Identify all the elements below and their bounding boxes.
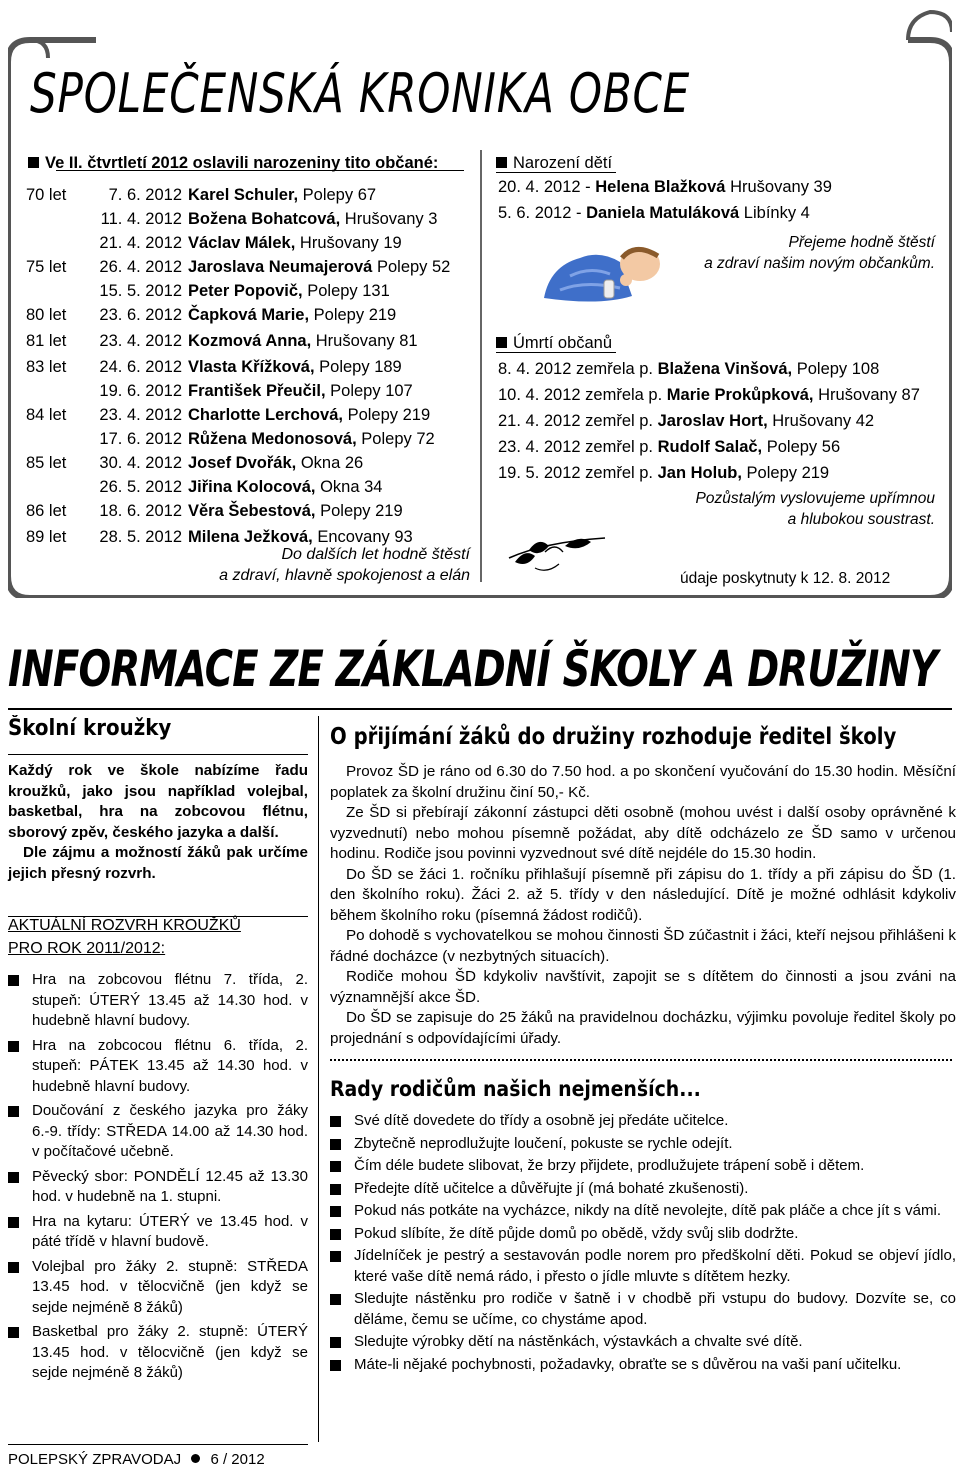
death-date: 19. 5. 2012 zemřel p.: [498, 464, 658, 482]
druzina-paragraph: Provoz ŠD je ráno od 6.30 do 7.50 hod. a po skončení vyučování do 15.30 hodin. Měsíční poplatek za školní družinu činí 50,- Kč.: [330, 763, 956, 801]
birthday-name: Jaroslava Neumajerová: [188, 258, 373, 276]
birthday-date: 26. 5. 2012: [99, 478, 182, 496]
birthday-person: [188, 382, 413, 401]
footer-publication: POLEPSKÝ ZPRAVODAJ: [8, 1451, 182, 1468]
advice-item: Máte-li nějaké pochybnosti, požadavky, obraťte se s důvěrou na vaši paní učitelku.: [330, 1355, 956, 1376]
footer: [8, 1451, 265, 1468]
advice-item: Své dítě dovedete do třídy a osobně jej předáte učitelce.: [330, 1111, 956, 1132]
birthday-date: 7. 6. 2012: [108, 186, 182, 204]
schedule-item: Hra na zobcocou flétnu 6. třída, 2. stupeň: PÁTEK 13.45 až 14.30 hod. v hudebně hlavní budovy.: [8, 1036, 308, 1098]
birthday-person: [188, 454, 363, 473]
birth-name: Daniela Matuláková: [586, 204, 740, 222]
schedule-list: [8, 970, 308, 1384]
birthday-name: Kozmová Anna,: [188, 332, 312, 350]
birthday-name: Růžena Medonosová,: [188, 430, 357, 448]
death-row: [498, 412, 874, 431]
birthday-address: Encovany 93: [317, 528, 413, 546]
birthday-name: Čapková Marie,: [188, 306, 310, 324]
birthday-date: 21. 4. 2012: [99, 234, 182, 252]
birth-row: [498, 178, 832, 197]
druzina-paragraph: Rodiče mohou ŠD kdykoliv navštívit, zapojit se s dítětem do činnosti a jsou zváni na významnější akce ŠD.: [330, 968, 956, 1006]
birthday-name: Peter Popovič,: [188, 282, 303, 300]
advice-item: Pokud slíbíte, že dítě půjde domů po obědě, vždy svůj slib dodržte.: [330, 1224, 956, 1245]
birth-address: Libínky 4: [743, 204, 810, 222]
death-date: 8. 4. 2012 zemřela p.: [498, 360, 658, 378]
birthday-date: 23. 4. 2012: [99, 332, 182, 350]
birth-row: [498, 204, 810, 223]
birthdays-heading-text: Ve II. čtvrtletí 2012 oslavili narozeniny tito občané:: [45, 154, 439, 172]
birthday-name: František Přeučil,: [188, 382, 326, 400]
death-name: Blažena Vinšová,: [657, 360, 793, 378]
druzina-paragraph: Po dohodě s vychovatelkou se mohou činnosti ŠD zúčastnit i žáci, kteří nejsou přihlášeni k řádné docházce (v nezbytných situacích).: [330, 927, 956, 965]
chronicle-title: SPOLEČENSKÁ KRONIKA OBCE: [30, 62, 691, 125]
divider: [496, 172, 616, 173]
birth-name: Helena Blažková: [595, 178, 726, 196]
birthday-address: Polepy 67: [302, 186, 377, 204]
birthday-age: 70 let: [26, 186, 67, 204]
divider: [56, 170, 464, 171]
advice-item: Sledujte nástěnku pro rodiče v šatně i v chodbě při vstupu do budovy. Dozvíte se, co děláme, čemu se učíme, co chystáme apod.: [330, 1289, 956, 1330]
birthday-wish: [190, 544, 470, 586]
death-row: [498, 386, 920, 405]
birthday-age: 81 let: [26, 332, 67, 350]
birthday-age: 83 let: [26, 358, 67, 376]
death-date: 10. 4. 2012 zemřela p.: [498, 386, 667, 404]
schedule-heading: [8, 914, 308, 960]
clubs-intro-2: Dle zájmu a možností žáků pak určíme jejich přesný rozvrh.: [8, 844, 308, 882]
birthday-age: 84 let: [26, 406, 67, 424]
births-wish-line-1: Přejeme hodně štěstí: [788, 234, 935, 251]
birth-address: Hrušovany 39: [730, 178, 832, 196]
advice-item: Předejte dítě učitelce a důvěřujte jí (má bohaté zkušenosti).: [330, 1179, 956, 1200]
death-address: Hrušovany 87: [818, 386, 920, 404]
death-row: [498, 438, 840, 457]
divider: [8, 708, 952, 710]
birthday-address: Polepy 219: [347, 406, 431, 424]
deaths-heading: [496, 332, 612, 354]
birthday-date: 19. 6. 2012: [99, 382, 182, 400]
birthday-date: 30. 4. 2012: [99, 454, 182, 472]
druzina-text: [330, 762, 956, 1049]
school-section-title: INFORMACE ZE ZÁKLADNÍ ŠKOLY A DRUŽINY: [8, 640, 938, 698]
dotted-divider: [330, 1059, 952, 1061]
bullet-square-icon: [28, 157, 39, 168]
death-name: Rudolf Salač,: [657, 438, 763, 456]
divider: [8, 916, 308, 917]
birthday-address: Polepy 189: [319, 358, 402, 376]
birthday-age: 75 let: [26, 258, 67, 276]
birthday-address: Polepy 72: [361, 430, 435, 448]
birthday-name: Josef Dvořák,: [188, 454, 297, 472]
births-heading-text: Narození dětí: [513, 154, 613, 172]
death-address: Polepy 56: [766, 438, 841, 456]
birthday-age: 85 let: [26, 454, 67, 472]
clubs-intro-1: Každý rok ve škole nabízíme řadu kroužků, jako jsou například volejbal, basketbal, hra na zobcovou flétnu, sborový zpěv, českého jazyka a další.: [8, 762, 308, 841]
birthday-date: 11. 4. 2012: [100, 210, 182, 228]
birthday-age: 86 let: [26, 502, 67, 520]
birthday-name: Milena Ježková,: [188, 528, 313, 546]
birthday-name: Karel Schuler,: [188, 186, 299, 204]
birthday-name: Božena Bohatcová,: [188, 210, 341, 228]
birthday-person: [188, 282, 390, 301]
death-name: Jan Holub,: [657, 464, 742, 482]
birthday-address: Polepy 219: [320, 502, 403, 520]
baby-illustration: [540, 236, 680, 306]
birthday-address: Okna 34: [320, 478, 383, 496]
birthday-date: 18. 6. 2012: [99, 502, 182, 520]
birthday-person: [188, 234, 402, 253]
births-heading: [496, 152, 612, 174]
death-row: [498, 360, 879, 379]
condolence-line-2: a hlubokou soustrast.: [787, 511, 935, 528]
advice-item: Pokud nás potkáte na vycházce, nikdy na dítě nevolejte, dítě pak pláče a chce jít s vámi.: [330, 1201, 956, 1222]
birthday-address: Hrušovany 3: [344, 210, 438, 228]
divider: [496, 352, 616, 353]
death-name: Marie Prokůpková,: [666, 386, 814, 404]
data-note: údaje poskytnuty k 12. 8. 2012: [680, 570, 891, 587]
druzina-heading: O přijímání žáků do družiny rozhoduje ředitel školy: [330, 724, 897, 750]
birthday-name: Charlotte Lerchová,: [188, 406, 343, 424]
birthday-address: Hrušovany 19: [299, 234, 402, 252]
birthday-person: [188, 406, 430, 425]
birthday-person: [188, 358, 402, 377]
footer-page-number: 6 / 2012: [210, 1451, 265, 1468]
schedule-item: Hra na kytaru: ÚTERÝ ve 13.45 hod. v páté třídě v hlavní budově.: [8, 1212, 308, 1253]
death-address: Hrušovany 42: [772, 412, 875, 430]
birthday-address: Polepy 131: [307, 282, 390, 300]
births-wish-line-2: a zdraví našim novým občankům.: [704, 255, 935, 272]
advice-item: Čím déle budete slibovat, že brzy přijdete, prodlužujete trápení sobě i dětem.: [330, 1156, 956, 1177]
bullet-square-icon: [496, 337, 507, 348]
schedule-item: Doučování z českého jazyka pro žáky 6.-9. třídy: STŘEDA 14.00 až 14.30 hod. v počítačové učebně.: [8, 1101, 308, 1163]
birthday-address: Hrušovany 81: [315, 332, 418, 350]
schedule-item: Hra na zobcovou flétnu 7. třída, 2. stupeň: ÚTERÝ 13.45 až 14.30 hod. v hudebně hlavní budovy.: [8, 970, 308, 1032]
death-address: Polepy 108: [796, 360, 880, 378]
birthday-age: 80 let: [26, 306, 67, 324]
birthday-person: [188, 332, 418, 351]
druzina-paragraph: Ze ŠD si přebírají zákonní zástupci děti osobně (mohou uvést i další osoby oprávněné k vyzvednutí) nebo mohou písemně požádat, aby dítě odcházelo ze ŠD samo v určenou hodinu. Rodiče jsou povinni vyzvednout své dítě nejdéle do 15.30 hodin.: [330, 804, 956, 862]
birthday-address: Polepy 107: [330, 382, 413, 400]
birthday-person: [188, 306, 396, 325]
birthday-date: 23. 4. 2012: [99, 406, 182, 424]
birthday-person: [188, 186, 376, 205]
birthday-address: Polepy 219: [313, 306, 397, 324]
birthday-person: [188, 478, 382, 497]
advice-item: Jídelníček je pestrý a sestavován podle norem pro předškolní děti. Pokud se objeví jídlo, které vaše dítě nemá rádo, i přesto o jídle mluvte s dítětem hezky.: [330, 1246, 956, 1287]
birthday-name: Václav Málek,: [188, 234, 296, 252]
advice-item: Sledujte výrobky dětí na nástěnkách, výstavkách a chvalte své dítě.: [330, 1332, 956, 1353]
birthday-wish-line-2: a zdraví, hlavně spokojenost a elán: [219, 567, 470, 584]
birth-date: 20. 4. 2012 -: [498, 178, 596, 196]
schedule-item: Pěvecký sbor: PONDĚLÍ 12.45 až 13.30 hod. v hudebně na 1. stupni.: [8, 1167, 308, 1208]
birthday-name: Jiřina Kolocová,: [188, 478, 316, 496]
birthday-name: Vlasta Křížková,: [188, 358, 315, 376]
birth-date: 5. 6. 2012 -: [498, 204, 587, 222]
condolence-line-1: Pozůstalým vyslovujeme upřímnou: [695, 490, 935, 507]
clubs-column: [8, 716, 308, 1388]
schedule-heading-line-2: PRO ROK 2011/2012:: [8, 940, 166, 957]
birthday-name: Věra Šebestová,: [188, 502, 316, 520]
advice-item: Zbytečně neprodlužujte loučení, pokuste se rychle odejít.: [330, 1134, 956, 1155]
divider: [8, 754, 308, 755]
birthday-date: 28. 5. 2012: [99, 528, 182, 546]
bullet-square-icon: [496, 157, 507, 168]
druzina-paragraph: Do ŠD se zapisuje do 25 žáků na pravidelnou docházku, výjimku povoluje ředitel školy po projednání s odpovídajícími úřady.: [330, 1009, 956, 1047]
birthday-person: [188, 502, 403, 521]
death-address: Polepy 219: [746, 464, 830, 482]
death-date: 21. 4. 2012 zemřel p.: [498, 412, 658, 430]
birthday-date: 23. 6. 2012: [99, 306, 182, 324]
condolence: [600, 488, 935, 530]
birthday-person: [188, 430, 435, 449]
death-date: 23. 4. 2012 zemřel p.: [498, 438, 658, 456]
advice-list: [330, 1111, 956, 1375]
druzina-column: [330, 724, 956, 1377]
schedule-item: Basketbal pro žáky 2. stupně: ÚTERÝ 13.45 hod. v tělocvičně (jen když se sejde nejméně 8 žáků): [8, 1322, 308, 1384]
birthday-person: [188, 210, 437, 229]
death-name: Jaroslav Hort,: [657, 412, 768, 430]
deaths-heading-text: Úmrtí občanů: [513, 334, 613, 352]
birthday-person: [188, 258, 450, 277]
birthday-date: 17. 6. 2012: [99, 430, 182, 448]
clubs-heading: Školní kroužky: [8, 716, 172, 741]
birthday-date: 26. 4. 2012: [99, 258, 182, 276]
druzina-paragraph: Do ŠD se žáci 1. ročníku přihlašují písemně při zápisu do 1. třídy a při zápisu do ŠD (1. den školního roku). Žáci 2. až 5. třídy v den následující. Dítě je možné odhlásit kdykoliv během školního roku (písemná žádost rodičů).: [330, 865, 956, 924]
footer-divider: [8, 1444, 308, 1445]
birthday-address: Polepy 52: [376, 258, 451, 276]
advice-heading: Rady rodičům našich nejmenších...: [330, 1077, 701, 1101]
birthday-wish-line-1: Do dalších let hodně štěstí: [281, 546, 470, 563]
schedule-item: Volejbal pro žáky 2. stupně: STŘEDA 13.45 hod. v tělocvičně (jen když se sejde nejméně 8 žáků): [8, 1257, 308, 1319]
schedule-heading-line-1: AKTUÁLNÍ ROZVRH KROUŽKŮ: [8, 917, 241, 934]
column-divider: [318, 716, 319, 1442]
birthday-address: Okna 26: [300, 454, 364, 472]
birthday-age: 89 let: [26, 528, 67, 546]
death-row: [498, 464, 829, 483]
dot-icon: [191, 1454, 200, 1463]
birthday-date: 24. 6. 2012: [99, 358, 182, 376]
birthday-date: 15. 5. 2012: [99, 282, 182, 300]
mourning-flower-illustration: [505, 528, 615, 578]
